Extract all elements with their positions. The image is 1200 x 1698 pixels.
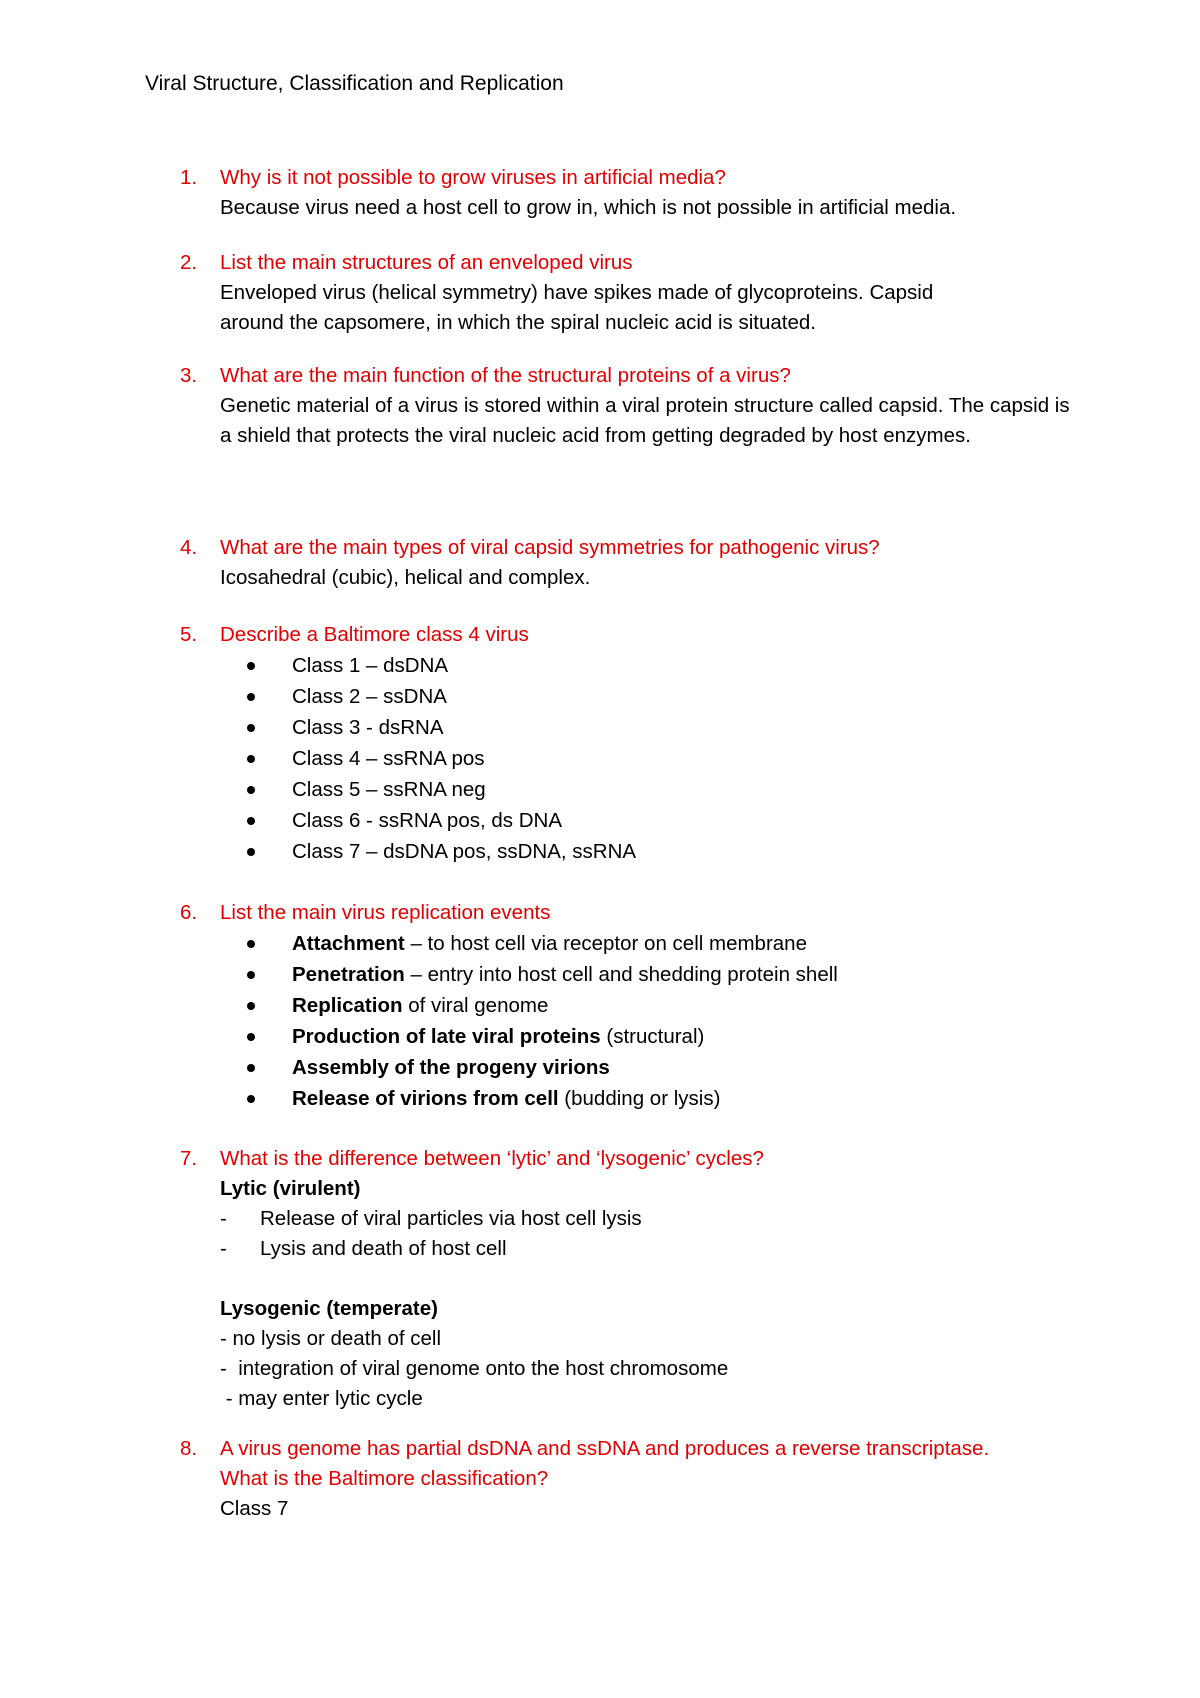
list-item: Replication of viral genome — [220, 990, 1080, 1021]
question-number: 1. — [180, 166, 198, 189]
list-item: - Lysis and death of host cell — [220, 1234, 1080, 1264]
bullet-icon — [247, 848, 255, 856]
question-number: 8. — [180, 1437, 198, 1460]
lysogenic-heading: Lysogenic (temperate) — [220, 1297, 438, 1320]
question-heading — [180, 1434, 1040, 1494]
bullet-icon — [247, 755, 255, 763]
bullet-icon — [247, 1064, 255, 1072]
bullet-icon — [247, 817, 255, 825]
lysogenic-line: - integration of viral genome onto the host chromosome — [220, 1357, 729, 1380]
lytic-heading: Lytic (virulent) — [220, 1177, 361, 1200]
bullet-icon — [247, 693, 255, 701]
question-heading — [180, 163, 1080, 193]
list-item: Class 5 – ssRNA neg — [220, 774, 1080, 805]
question-heading — [180, 361, 1080, 391]
list-item: Class 4 – ssRNA pos — [220, 743, 1080, 774]
question-5 — [180, 620, 1080, 867]
question-heading — [180, 533, 1080, 563]
lysogenic-line: - no lysis or death of cell — [220, 1327, 442, 1350]
question-heading — [180, 248, 1080, 278]
question-heading — [180, 1144, 1080, 1174]
bullet-icon — [247, 940, 255, 948]
bullet-icon — [247, 1002, 255, 1010]
question-text: Why is it not possible to grow viruses in artificial media? — [220, 166, 726, 189]
question-heading — [180, 620, 1080, 650]
list-item: Production of late viral proteins (structural) — [220, 1021, 1080, 1052]
bullet-icon — [247, 724, 255, 732]
bullet-icon — [247, 1033, 255, 1041]
list-item: Class 3 - dsRNA — [220, 712, 1080, 743]
dash-marker: - — [220, 1237, 227, 1260]
list-item: Release of virions from cell (budding or lysis) — [220, 1083, 1080, 1114]
question-heading — [180, 898, 1080, 928]
list-item: Assembly of the progeny virions — [220, 1052, 1080, 1083]
question-text: What are the main types of viral capsid symmetries for pathogenic virus? — [220, 536, 880, 559]
lysogenic-line: - may enter lytic cycle — [220, 1387, 423, 1410]
question-number: 3. — [180, 364, 198, 387]
list-item: Class 7 – dsDNA pos, ssDNA, ssRNA — [220, 836, 1080, 867]
question-text: A virus genome has partial dsDNA and ssDNA and produces a reverse transcriptase. What is the Baltimore classification? — [220, 1437, 990, 1490]
question-7 — [180, 1144, 1080, 1414]
answer-text: Class 7 — [220, 1497, 289, 1520]
bullet-icon — [247, 971, 255, 979]
bullet-icon — [247, 662, 255, 670]
question-text: What are the main function of the structural proteins of a virus? — [220, 364, 791, 387]
list-item: Class 6 - ssRNA pos, ds DNA — [220, 805, 1080, 836]
answer-text: Icosahedral (cubic), helical and complex. — [220, 566, 591, 589]
question-1 — [180, 163, 1080, 223]
baltimore-class-list — [180, 650, 1080, 867]
list-item: Attachment – to host cell via receptor on cell membrane — [220, 928, 1080, 959]
question-6 — [180, 898, 1080, 1114]
question-3 — [180, 361, 1080, 451]
dash-marker: - — [220, 1207, 227, 1230]
question-number: 2. — [180, 251, 198, 274]
answer-text: Because virus need a host cell to grow in, which is not possible in artificial media. — [220, 196, 957, 219]
bullet-icon — [247, 1095, 255, 1103]
bullet-icon — [247, 786, 255, 794]
list-item: Class 1 – dsDNA — [220, 650, 1080, 681]
list-item: Class 2 – ssDNA — [220, 681, 1080, 712]
question-2 — [180, 248, 1080, 338]
question-number: 4. — [180, 536, 198, 559]
question-4 — [180, 533, 1080, 593]
answer-text: Enveloped virus (helical symmetry) have spikes made of glycoproteins. Capsid around the capsomere, in which the spiral nucleic acid is situated. — [220, 281, 934, 334]
question-8 — [180, 1434, 1080, 1524]
question-text: List the main virus replication events — [220, 901, 551, 924]
lytic-list — [220, 1204, 1080, 1264]
answer-text: Genetic material of a virus is stored within a viral protein structure called capsid. The capsid is a shield that protects the viral nucleic acid from getting degraded by host enzymes. — [220, 394, 1070, 447]
list-item: Penetration – entry into host cell and shedding protein shell — [220, 959, 1080, 990]
question-text: Describe a Baltimore class 4 virus — [220, 623, 529, 646]
document-title: Viral Structure, Classification and Replication — [145, 72, 564, 95]
question-text: What is the difference between ‘lytic’ and ‘lysogenic’ cycles? — [220, 1147, 764, 1170]
question-text: List the main structures of an enveloped virus — [220, 251, 633, 274]
list-item: - Release of viral particles via host cell lysis — [220, 1204, 1080, 1234]
question-number: 6. — [180, 901, 198, 924]
replication-events-list — [180, 928, 1080, 1114]
question-number: 5. — [180, 623, 198, 646]
question-number: 7. — [180, 1147, 198, 1170]
